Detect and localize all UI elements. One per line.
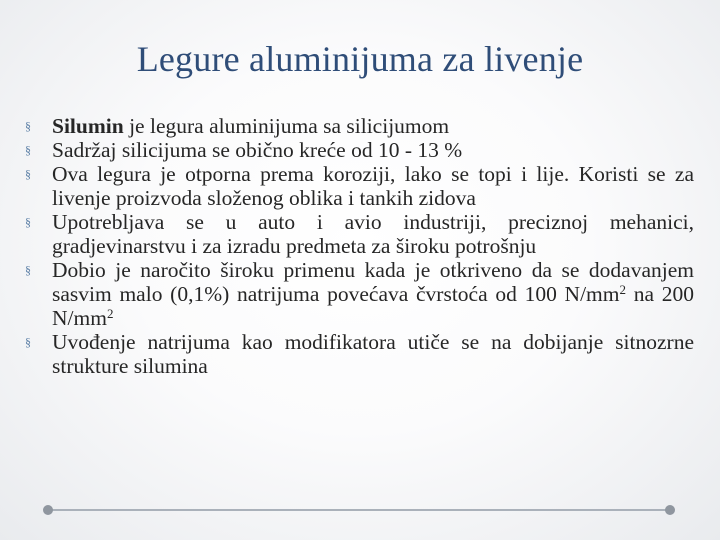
bullet-text: Upotrebljava se u auto i avio industriji, preciznoj mehanici, gradjevinarstvu i za izradu predmeta za široku potrošnju bbox=[52, 210, 694, 258]
bullet-text: Uvođenje natrijuma kao modifikatora utiče se na dobijanje sitnozrne strukture silumina bbox=[52, 330, 694, 378]
bullet-bold-term: Silumin bbox=[52, 114, 124, 138]
bullet-item-corrosion bbox=[22, 162, 694, 210]
bullet-item-sodium-strength bbox=[22, 258, 694, 330]
divider-left-dot-icon bbox=[43, 505, 53, 515]
superscript: 2 bbox=[619, 282, 627, 297]
bullet-text: Dobio je naročito široku primenu kada je otkriveno da se dodavanjem sasvim malo (0,1%) natrijuma povećava čvrstoća od 100 N/mm bbox=[52, 258, 694, 306]
bullet-text: je legura aluminijuma sa silicijumom bbox=[123, 114, 450, 138]
slide-title: Legure aluminijuma za livenje bbox=[136, 39, 584, 79]
bullet-item-usage bbox=[22, 210, 694, 258]
bullet-item-modifier bbox=[22, 330, 694, 378]
divider-right-dot-icon bbox=[665, 505, 675, 515]
bullet-marker-icon bbox=[22, 119, 34, 133]
bullet-text: Ova legura je otporna prema koroziji, lako se topi i lije. Koristi se za livenje proizvoda složenog oblika i tankih zidova bbox=[52, 162, 694, 210]
bullet-item-silicon-content bbox=[22, 138, 694, 162]
bullet-item-silumin bbox=[22, 114, 694, 138]
bullet-list bbox=[22, 114, 694, 378]
bullet-text: na 200 N/mm bbox=[52, 282, 695, 330]
bullet-marker-icon bbox=[22, 335, 34, 349]
footer-divider bbox=[48, 509, 670, 511]
superscript: 2 bbox=[106, 306, 114, 321]
bullet-marker-icon bbox=[22, 167, 34, 181]
bullet-marker-icon bbox=[22, 143, 34, 157]
bullet-text: Sadržaj silicijuma se obično kreće od 10 - 13 % bbox=[52, 138, 463, 162]
bullet-marker-icon bbox=[22, 263, 34, 277]
bullet-marker-icon bbox=[22, 215, 34, 229]
